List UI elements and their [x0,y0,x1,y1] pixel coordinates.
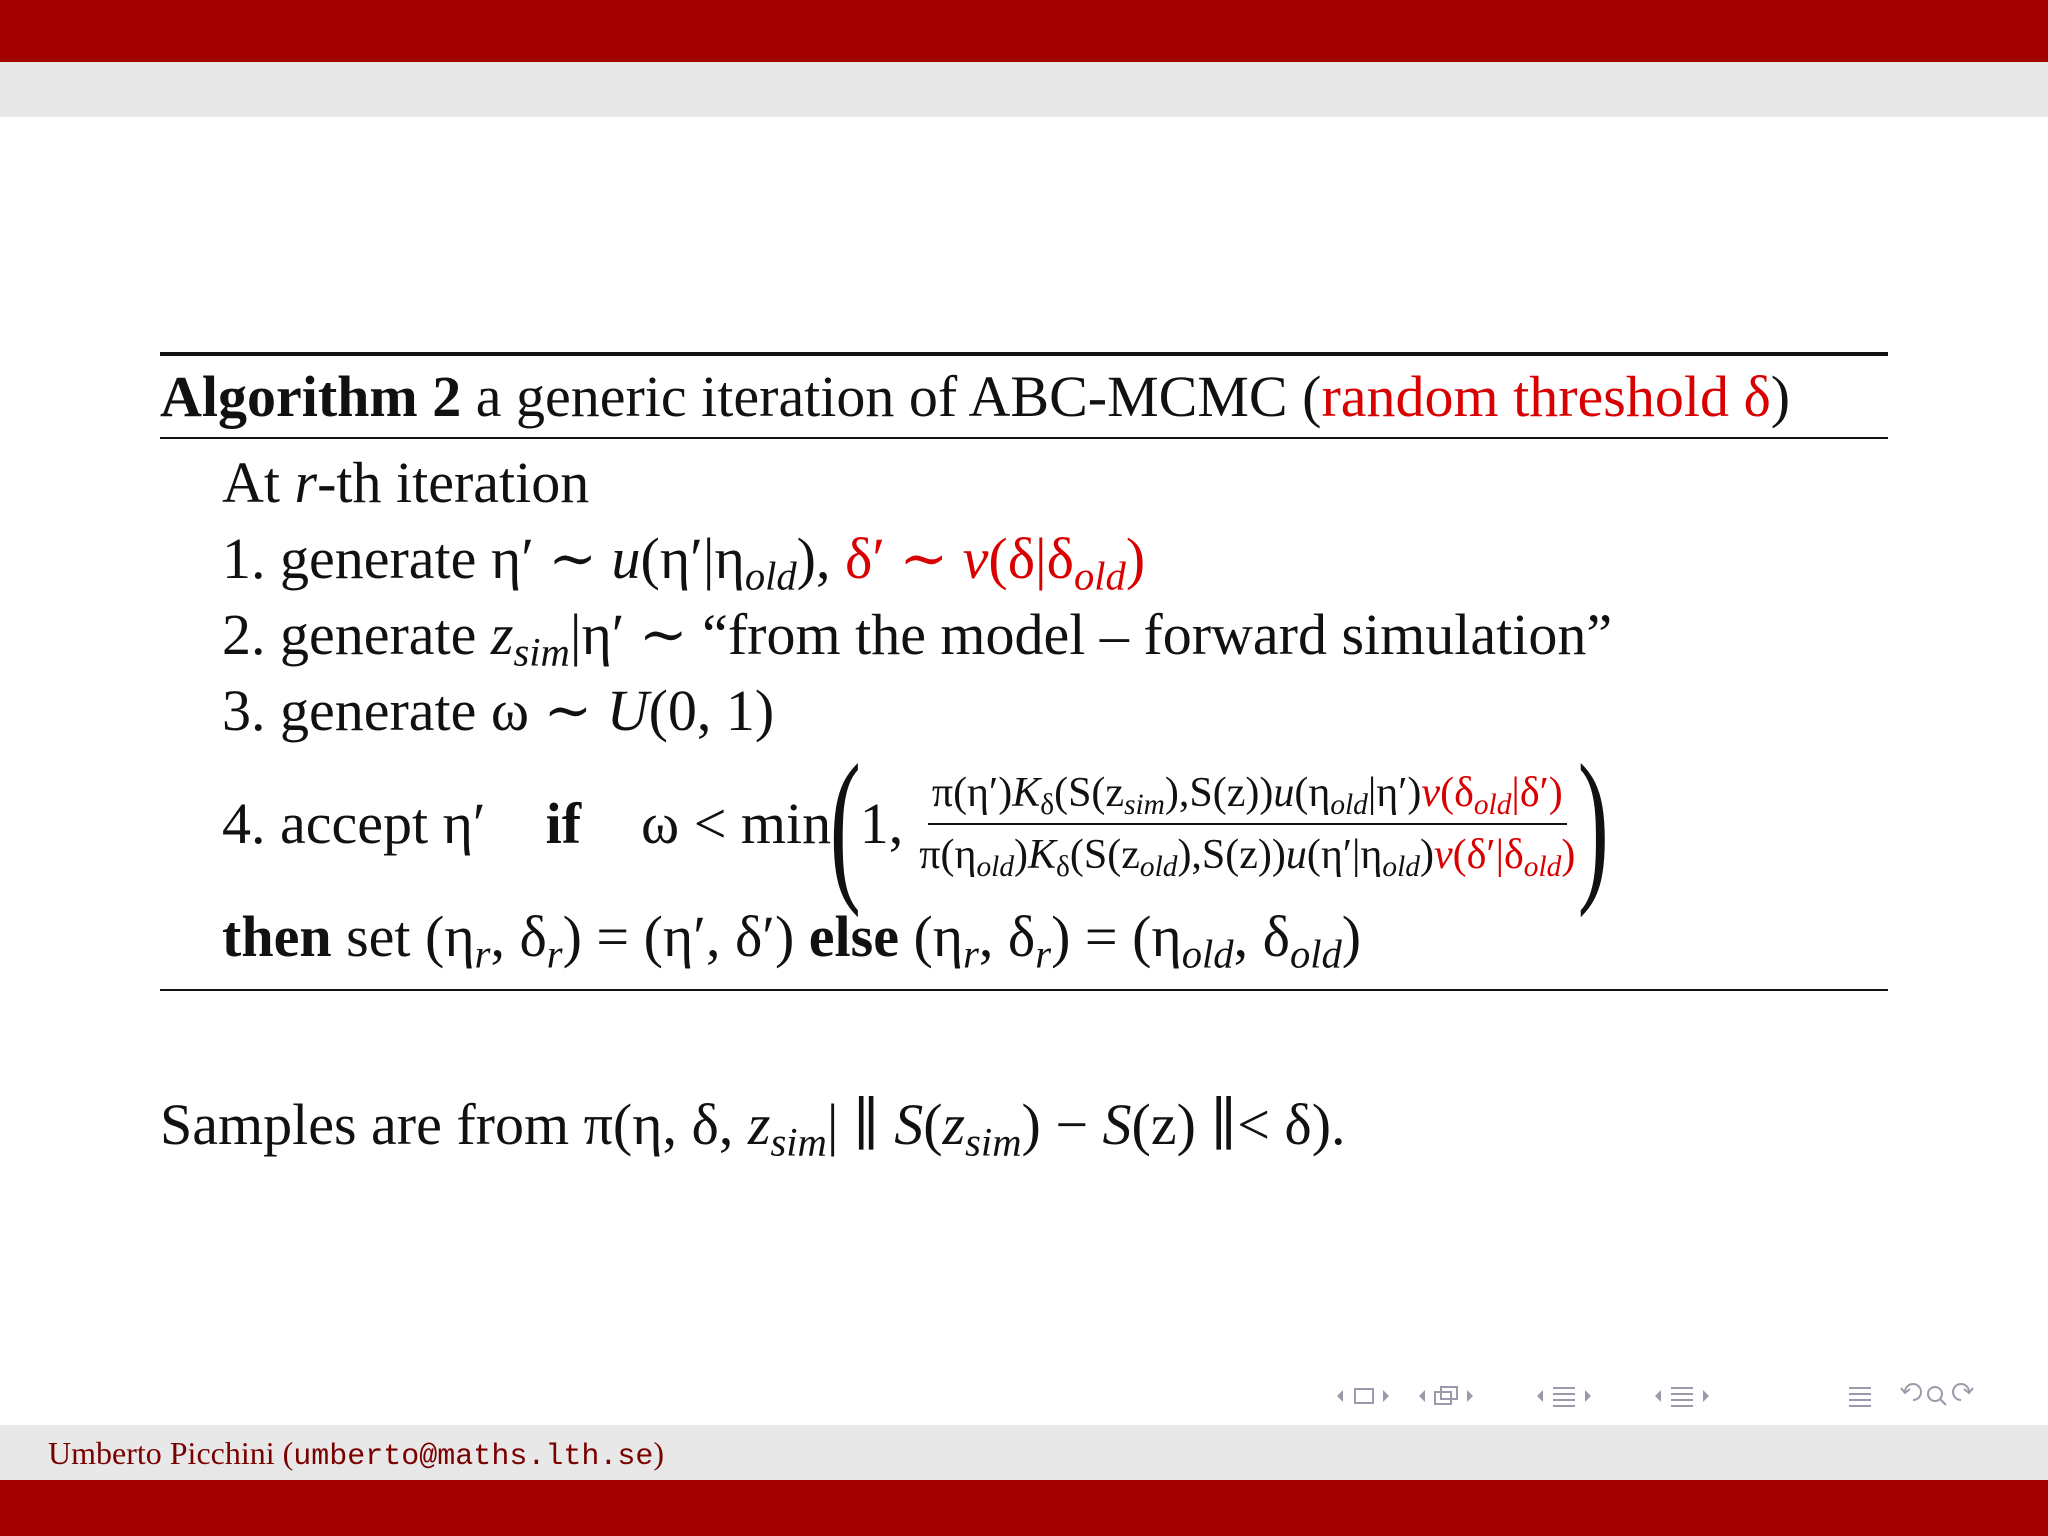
nav-forward-icon[interactable] [1953,1384,1973,1400]
acceptance-ratio-fraction [915,767,1579,884]
top-header-bar [0,0,2048,62]
left-paren-icon: ( [829,730,862,918]
step-1-threshold-proposal: δ′ ∼ $v(\delta|\delta_{old})$ [830,526,1146,599]
nav-section-next-icon[interactable] [1585,1390,1591,1402]
algorithm-title-highlight: random threshold δ [1321,364,1771,429]
nav-back-icon[interactable] [1901,1384,1921,1400]
algorithm-title: a generic iteration of ABC-MCMC ( [475,364,1322,429]
algorithm-step-1: 1. generate η′ ∼ $u(\eta'|\eta_{old})$, δ′ ∼ $v(\delta|\delta_{old})$ [222,526,1146,599]
acceptance-ratio-denominator: $\pi(\eta_{old})K_\delta(S(z_{old}),S(z))u(\eta'|\eta_{old})v(\delta'|\delta_{old})$ [919,832,1576,884]
algorithm-then-else: then set ($\eta_r$, $\delta_r) = (\eta'$, δ′) else ($\eta_r$, $\delta_r) = (\eta_{old}$, $\delta_{old}$) [222,904,1362,977]
nav-frame-next-icon[interactable] [1383,1390,1389,1402]
right-paren-icon: ) [1578,730,1610,918]
nav-search-icon[interactable] [1928,1387,1946,1405]
algorithm-box [160,352,1888,991]
beamer-navigation [1335,1378,1975,1414]
nav-appendix-icon[interactable] [1849,1388,1871,1406]
algorithm-step-2: 2. generate $z_{sim}|\eta'$ ∼ “from the model – forward simulation” [222,602,1613,675]
nav-subsection-icon[interactable] [1435,1387,1457,1404]
algorithm-caption: Algorithm 2 a generic iteration of ABC-MCMC (random threshold δ) [160,364,1791,429]
footer-email: umberto@maths.lth.se [293,1440,654,1474]
algorithm-bottom-rule [160,989,1888,991]
if-keyword: if [545,791,582,856]
nav-subsection-prev-icon[interactable] [1419,1390,1425,1402]
nav-section-prev-icon[interactable] [1537,1390,1543,1402]
algorithm-step-4: 4. accept η′ if ω < min ( 1, $\frac{\pi(\eta')K_\delta(S(z_{sim}),S(z))u(\eta_{old}|\eta')v(\delta_{old}|\delta')}{\pi(\eta_{old})K_\delta(S(z_{old}),S(z))u(\eta'|\eta_{old})v(\delta'|\delta_{old})}$ ) [222,730,1610,918]
nav-section-icon[interactable] [1553,1388,1575,1406]
samples-statement: Samples are from π(η, δ, $z_{sim}|$ ∥ $S(z_{sim}) - S(z)$ ∥< δ). [160,1092,1346,1165]
nav-presentation-next-icon[interactable] [1703,1390,1709,1402]
nav-subsection-next-icon[interactable] [1467,1390,1473,1402]
nav-presentation-prev-icon[interactable] [1655,1390,1661,1402]
bottom-footer-bar [0,1480,2048,1536]
algorithm-label: Algorithm 2 [160,364,462,429]
header-subbar [0,62,2048,117]
nav-frame-icon[interactable] [1355,1389,1373,1403]
algorithm-step-3: 3. generate ω ∼ U(0, 1) [222,678,775,743]
footer-author-line: Umberto Picchini (umberto@maths.lth.se) [48,1435,664,1474]
nav-frame-prev-icon[interactable] [1337,1390,1343,1402]
algorithm-body [160,439,1888,989]
footer-author: Umberto Picchini [48,1435,275,1471]
algorithm-intro: At r-th iteration [222,450,590,515]
nav-presentation-icon[interactable] [1671,1388,1693,1406]
acceptance-ratio-numerator: $\pi(\eta')K_\delta(S(z_{sim}),S(z))u(\eta_{old}|\eta')v(\delta_{old}|\delta')$ [928,767,1567,825]
